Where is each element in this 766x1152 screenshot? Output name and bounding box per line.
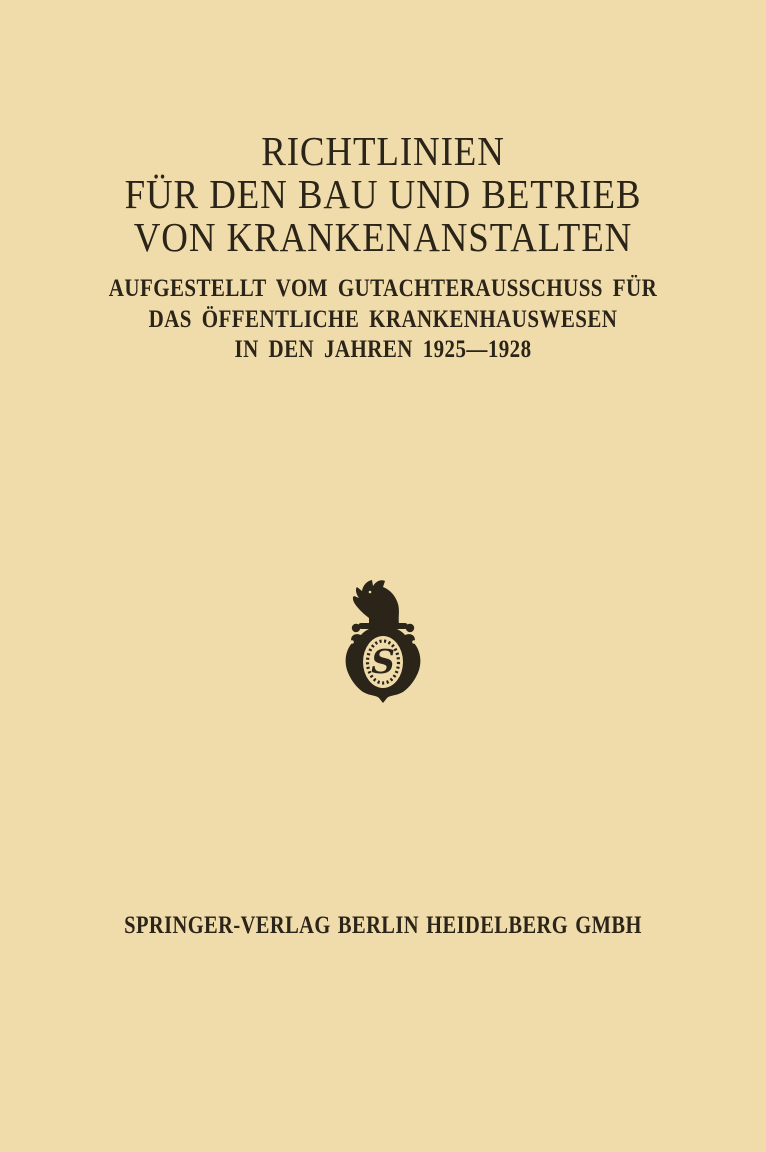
shield-scroll-hole-right <box>412 640 416 644</box>
mantling-curl-left <box>352 624 360 632</box>
knight-head-icon <box>353 580 399 625</box>
publisher-logo <box>341 578 425 704</box>
book-title-line-3: VON KRANKENANSTALTEN <box>133 214 633 260</box>
book-title-line-2: FÜR DEN BAU UND BETRIEB <box>124 171 642 217</box>
book-subtitle-line-2: DAS ÖFFENTLICHE KRANKENHAUSWESEN <box>148 305 618 333</box>
book-subtitle-line-1: AUFGESTELLT VOM GUTACHTERAUSSCHUSS FÜR <box>108 275 658 302</box>
publisher-imprint: SPRINGER-VERLAG BERLIN HEIDELBERG GMBH <box>124 912 642 939</box>
mantling-curl-right <box>406 624 414 632</box>
knight-eye <box>369 591 372 594</box>
book-subtitle-line-3: IN DEN JAHREN 1925—1928 <box>234 336 532 363</box>
shield-scroll-hole-left <box>350 640 354 644</box>
logo-monogram: S <box>371 642 395 681</box>
book-title <box>38 130 727 259</box>
book-subtitle <box>61 274 704 366</box>
book-title-line-1: RICHTLINIEN <box>261 128 505 174</box>
springer-knight-emblem-icon <box>341 578 425 704</box>
